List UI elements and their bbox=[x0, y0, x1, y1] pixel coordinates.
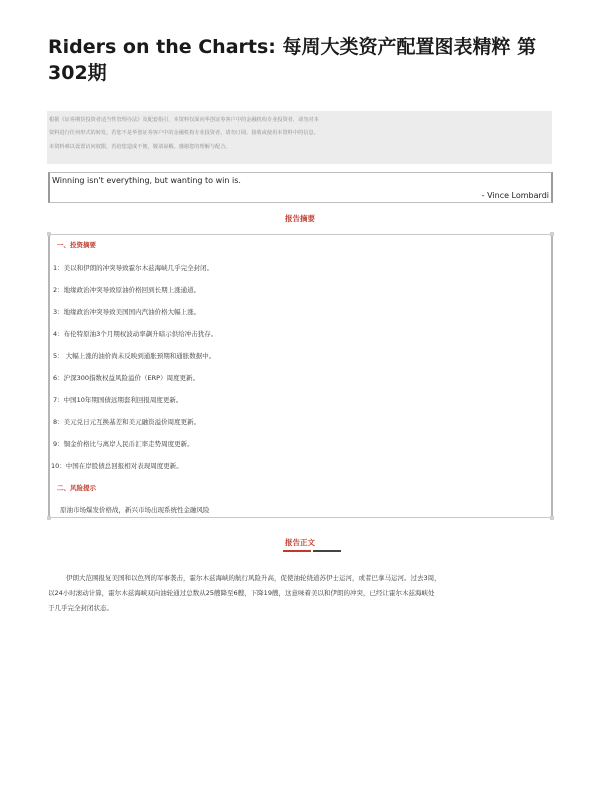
quote-author: - Vince Lombardi bbox=[481, 191, 549, 200]
risk-warning-heading: 二、风险提示 bbox=[57, 484, 96, 492]
corner-mark bbox=[550, 232, 554, 236]
corner-mark bbox=[550, 516, 554, 520]
disclaimer-line: 本资料难以设置访问权限，若给您造成不便，敬请谅解。感谢您的理解与配合。 bbox=[49, 144, 231, 150]
summary-box bbox=[48, 234, 553, 518]
risk-warning-text: 原油市场爆发价格战，新兴市场出现系统性金融风险 bbox=[60, 506, 210, 514]
body-heading: 报告正文 bbox=[285, 538, 315, 547]
disclaimer-line: 资料进行任何形式的转发。若您不是华创证劵客户中的金融机构专业投资者，请勿订阅、接收或使用本资料中的信息。 bbox=[49, 130, 319, 136]
summary-item: 5： 大幅上涨的油价尚未反映到通胀预期和通胀数据中。 bbox=[53, 352, 216, 360]
disclaimer-box bbox=[47, 111, 552, 164]
summary-item: 9：铜金价格比与离岸人民币汇率走势周度更新。 bbox=[53, 440, 194, 448]
report-body bbox=[48, 571, 553, 616]
report-title-line-2: 302期 bbox=[48, 62, 107, 84]
summary-item: 2：地缘政治冲突导致原油价格回到长期上涨通道。 bbox=[53, 286, 201, 294]
body-paragraph-line: 于几乎完全封闭状态。 bbox=[48, 604, 113, 612]
body-paragraph-line: 伊朗大范围报复美国和以色列的军事袭击，霍尔木兹海峡的航行风险升高，促使油轮绕道苏伊士运河，或者巴拿马运河。过去3周， bbox=[66, 574, 441, 582]
heading-underline-red bbox=[283, 550, 311, 552]
summary-item: 7：中国10年期国债远期套利回报周度更新。 bbox=[53, 396, 183, 404]
summary-item: 6：沪深300指数权益风险溢价（ERP）周度更新。 bbox=[53, 374, 200, 382]
summary-item: 8：美元兑日元互换基差和美元融资溢价周度更新。 bbox=[53, 418, 201, 426]
report-title-line-1: Riders on the Charts: 每周大类资产配置图表精粹 第 bbox=[48, 36, 537, 58]
heading-underline-dark bbox=[313, 550, 341, 552]
disclaimer-line: 根据《证劵期货投资者适当性管理办法》及配套指引，本资料仅面向华创证劵客户中的金融机构专业投资者，请勿对本 bbox=[49, 117, 319, 123]
quote-box bbox=[48, 172, 553, 203]
summary-item: 1：美以和伊朗的冲突导致霍尔木兹海峡几乎完全封闭。 bbox=[53, 264, 214, 272]
report-title bbox=[48, 34, 558, 86]
corner-mark bbox=[47, 516, 51, 520]
summary-item: 10：中国在岸股债总回报相对表现周度更新。 bbox=[51, 462, 183, 470]
summary-heading: 报告摘要 bbox=[285, 214, 315, 223]
investment-summary-heading: 一、投资摘要 bbox=[57, 241, 96, 249]
body-paragraph-line: 以24小时滚动计算，霍尔木兹海峡双向油轮通过总数从25艘降至6艘，下降19艘，这意味着美以和伊朗的冲突，已经让霍尔木兹海峡处 bbox=[48, 589, 435, 597]
corner-mark bbox=[47, 232, 51, 236]
quote-text: Winning isn't everything, but wanting to win is. bbox=[52, 176, 241, 185]
summary-item: 4：布伦特原油3个月期权波动率飙升暗示供给冲击犹存。 bbox=[53, 330, 218, 338]
summary-item: 3：地缘政治冲突导致美国国内汽油价格大幅上涨。 bbox=[53, 308, 201, 316]
